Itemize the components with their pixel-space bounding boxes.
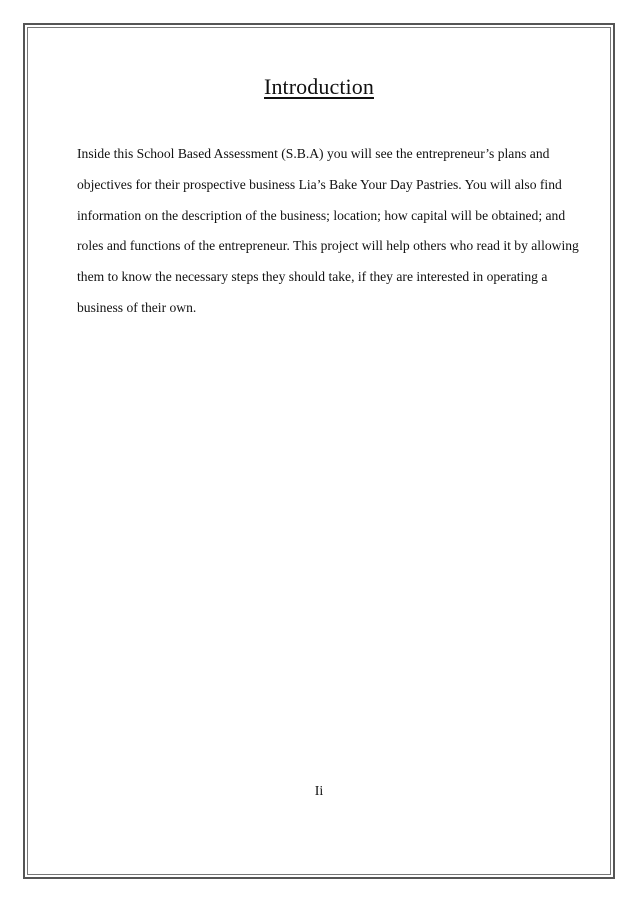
paragraph-line: information on the description of the business; location; how capital will be obtained; and: [77, 207, 566, 223]
page-number: Ii: [314, 784, 324, 799]
paragraph-line: roles and functions of the entrepreneur. This project will help others who read it by allowing: [77, 238, 579, 254]
paragraph-line: business of their own.: [77, 299, 197, 315]
paragraph-line: Inside this School Based Assessment (S.B.A) you will see the entrepreneur’s plans and: [77, 146, 550, 161]
paragraph-line: them to know the necessary steps they should take, if they are interested in operating a: [77, 269, 548, 285]
page-title: Introduction: [264, 74, 374, 99]
paragraph-line: objectives for their prospective business Lia’s Bake Your Day Pastries. You will also find: [77, 176, 562, 192]
body-paragraph: [77, 139, 579, 324]
